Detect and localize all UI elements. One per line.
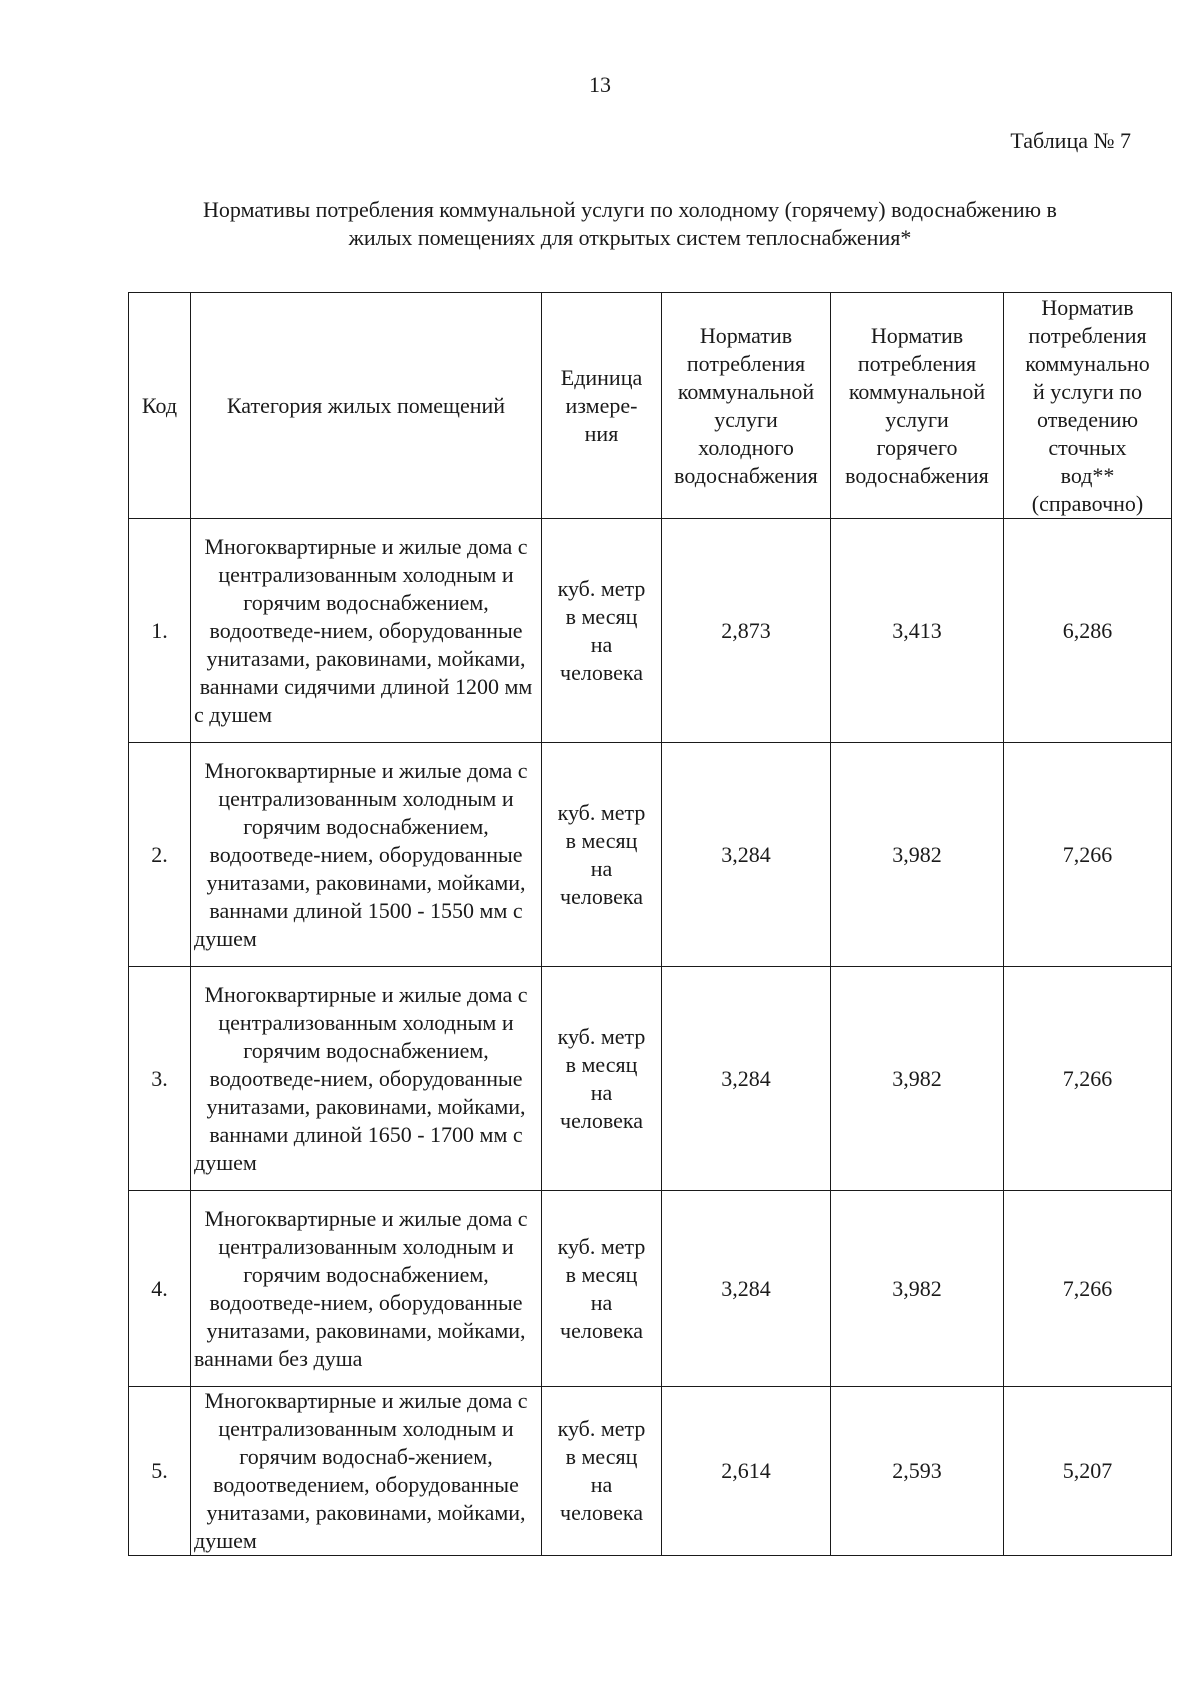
row-cold-value: 2,873 — [662, 519, 831, 743]
header-unit-line: измере- — [565, 392, 638, 418]
table-label: Таблица № 7 — [1010, 128, 1131, 153]
header-unit-line: ния — [584, 420, 619, 446]
header-cold-line: водоснабжения — [674, 462, 818, 488]
header-cold-line: Норматив — [699, 322, 793, 348]
row-hot-value: 2,593 — [831, 1387, 1004, 1556]
header-hot-line: услуги — [885, 406, 949, 432]
header-category: Категория жилых помещений — [191, 293, 542, 519]
header-hot-line: потребления — [857, 350, 977, 376]
row-hot-value: 3,982 — [831, 1191, 1004, 1387]
header-hot-line: Норматив — [870, 322, 964, 348]
row-code: 3. — [129, 967, 191, 1191]
header-cold-line: холодного — [698, 434, 794, 460]
row-sewage-value: 6,286 — [1004, 519, 1172, 743]
header-sewage-line: отведению — [1037, 406, 1138, 432]
row-unit-line: человека — [560, 1500, 643, 1525]
row-unit — [542, 519, 662, 743]
title-line: жилых помещениях для открытых систем теплоснабжения* — [348, 225, 912, 250]
row-code: 2. — [129, 743, 191, 967]
table-row — [129, 967, 1172, 1191]
row-cold-value: 3,284 — [662, 1191, 831, 1387]
document-title — [150, 196, 1110, 252]
row-code: 5. — [129, 1387, 191, 1556]
row-unit-line: в месяц — [565, 1444, 638, 1469]
row-unit-line: куб. метр — [557, 799, 646, 825]
row-unit — [542, 967, 662, 1191]
row-unit-line: на — [590, 1079, 613, 1105]
header-cold-line: потребления — [686, 350, 806, 376]
table-row — [129, 743, 1172, 967]
row-cold-value: 3,284 — [662, 967, 831, 1191]
row-unit-line: куб. метр — [557, 1416, 646, 1441]
page-number: 13 — [589, 72, 611, 97]
row-code: 1. — [129, 519, 191, 743]
row-unit-line: куб. метр — [557, 1023, 646, 1049]
norms-table — [128, 292, 1172, 1556]
row-unit-line: на — [590, 1472, 613, 1497]
header-sewage-line: (справочно) — [1031, 490, 1144, 516]
row-unit-line: человека — [560, 1107, 643, 1133]
row-unit-line: на — [590, 1289, 613, 1315]
header-sewage-line: коммунально — [1025, 350, 1150, 376]
table-row — [129, 1191, 1172, 1387]
header-code: Код — [129, 293, 191, 519]
row-unit-line: человека — [560, 659, 643, 685]
header-sewage-line: сточных — [1048, 434, 1127, 460]
row-unit-line: куб. метр — [557, 575, 646, 601]
row-unit-line: человека — [560, 883, 643, 909]
header-unit — [542, 293, 662, 519]
row-unit-line: человека — [560, 1317, 643, 1343]
row-unit-line: в месяц — [565, 1051, 638, 1077]
row-unit — [542, 1387, 662, 1556]
row-unit-line: в месяц — [565, 1261, 638, 1287]
row-unit-line: куб. метр — [557, 1233, 646, 1259]
row-sewage-value: 5,207 — [1004, 1387, 1172, 1556]
row-unit-line: на — [590, 855, 613, 881]
row-category: Многоквартирные и жилые дома с централизованным холодным и горячим водоснабжением, водоотведе-нием, оборудованные унитазами, раковинами, мойками, ваннами без душа — [191, 1191, 542, 1387]
row-category: Многоквартирные и жилые дома с централизованным холодным и горячим водоснабжением, водоотведе-нием, оборудованные унитазами, раковинами, мойками, ваннами сидячими длиной 1200 мм с душем — [191, 519, 542, 743]
header-cold-water — [662, 293, 831, 519]
header-sewage-line: Норматив — [1041, 294, 1134, 320]
row-hot-value: 3,982 — [831, 743, 1004, 967]
row-unit-line: на — [590, 631, 613, 657]
row-category: Многоквартирные и жилые дома с централизованным холодным и горячим водоснабжением, водоотведе-нием, оборудованные унитазами, раковинами, мойками, ваннами длиной 1500 - 1550 мм с душем — [191, 743, 542, 967]
header-sewage-line: вод** — [1060, 462, 1115, 488]
row-sewage-value: 7,266 — [1004, 1191, 1172, 1387]
row-hot-value: 3,982 — [831, 967, 1004, 1191]
header-hot-line: горячего — [876, 434, 958, 460]
row-unit-line: в месяц — [565, 827, 638, 853]
row-unit-line: в месяц — [565, 603, 638, 629]
row-category: Многоквартирные и жилые дома с централизованным холодным и горячим водоснаб-жением, водоотведением, оборудованные унитазами, раковинами, мойками, душем — [191, 1387, 542, 1556]
table-row — [129, 519, 1172, 743]
header-hot-line: водоснабжения — [845, 462, 989, 488]
row-unit — [542, 743, 662, 967]
table-header-row — [129, 293, 1172, 519]
row-cold-value: 3,284 — [662, 743, 831, 967]
row-cold-value: 2,614 — [662, 1387, 831, 1556]
header-hot-water — [831, 293, 1004, 519]
header-hot-line: коммунальной — [848, 378, 986, 404]
row-code: 4. — [129, 1191, 191, 1387]
header-cold-line: коммунальной — [677, 378, 815, 404]
row-hot-value: 3,413 — [831, 519, 1004, 743]
table-row — [129, 1387, 1172, 1556]
row-category: Многоквартирные и жилые дома с централизованным холодным и горячим водоснабжением, водоотведе-нием, оборудованные унитазами, раковинами, мойками, ваннами длиной 1650 - 1700 мм с душем — [191, 967, 542, 1191]
row-unit — [542, 1191, 662, 1387]
title-line: Нормативы потребления коммунальной услуги по холодному (горячему) водоснабжению в — [203, 197, 1057, 222]
header-sewage — [1004, 293, 1172, 519]
header-sewage-line: потребления — [1028, 322, 1147, 348]
row-sewage-value: 7,266 — [1004, 743, 1172, 967]
header-sewage-line: й услуги по — [1032, 378, 1143, 404]
header-cold-line: услуги — [714, 406, 778, 432]
header-unit-line: Единица — [560, 364, 643, 390]
row-sewage-value: 7,266 — [1004, 967, 1172, 1191]
